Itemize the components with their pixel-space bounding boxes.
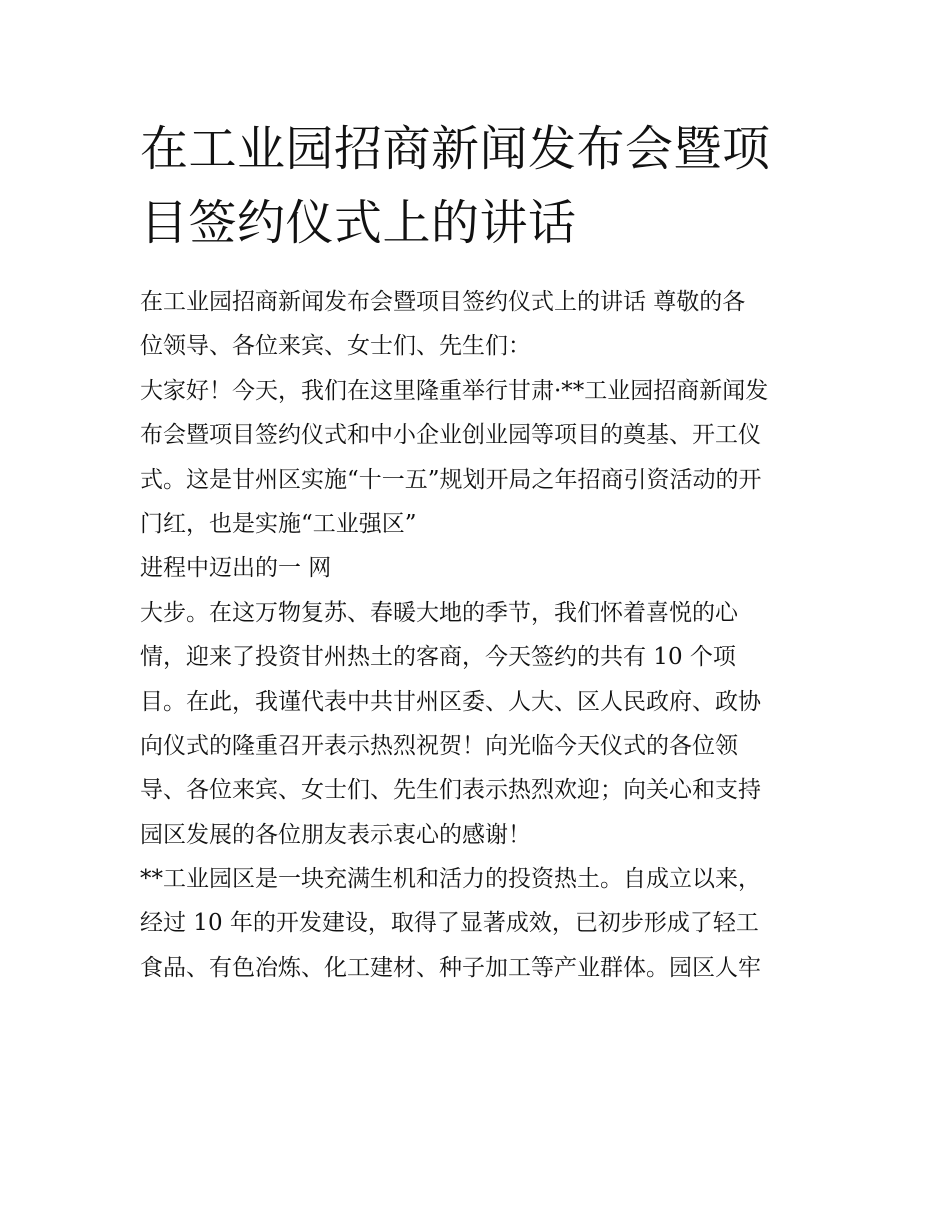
body-line: 大步。在这万物复苏、春暖大地的季节，我们怀着喜悦的心 xyxy=(140,599,738,626)
body-line: 经过 10 年的开发建设，取得了显著成效，已初步形成了轻工 xyxy=(140,910,759,937)
document-body xyxy=(140,280,830,990)
body-line: 向仪式的隆重召开表示热烈祝贺！向光临今天仪式的各位领 xyxy=(140,732,738,759)
body-line: 位领导、各位来宾、女士们、先生们： xyxy=(140,333,531,360)
body-line: 式。这是甘州区实施“十一五”规划开局之年招商引资活动的开 xyxy=(140,466,762,493)
body-line: 园区发展的各位朋友表示衷心的感谢！ xyxy=(140,821,531,848)
body-line: 情，迎来了投资甘州热土的客商，今天签约的共有 10 个项 xyxy=(140,644,736,671)
body-line: 布会暨项目签约仪式和中小企业创业园等项目的奠基、开工仪 xyxy=(140,422,761,449)
body-line: 进程中迈出的一 网 xyxy=(140,555,332,582)
title-line: 目签约仪式上的讲话 xyxy=(140,195,577,251)
title-line: 在工业园招商新闻发布会暨项 xyxy=(140,121,771,177)
body-line: 大家好！今天，我们在这里隆重举行甘肃·**工业园招商新闻发 xyxy=(140,377,769,404)
body-line: 导、各位来宾、女士们、先生们表示热烈欢迎；向关心和支持 xyxy=(140,777,761,804)
body-line: **工业园区是一块充满生机和活力的投资热土。自成立以来， xyxy=(140,866,761,893)
body-line: 食品、有色冶炼、化工建材、种子加工等产业群体。园区人牢 xyxy=(140,954,761,981)
body-line: 门红，也是实施“工业强区” xyxy=(140,510,417,537)
body-line: 在工业园招商新闻发布会暨项目签约仪式上的讲话 尊敬的各 xyxy=(140,289,746,315)
body-line: 目。在此，我谨代表中共甘州区委、人大、区人民政府、政协 xyxy=(140,688,761,715)
document-title xyxy=(140,112,820,260)
